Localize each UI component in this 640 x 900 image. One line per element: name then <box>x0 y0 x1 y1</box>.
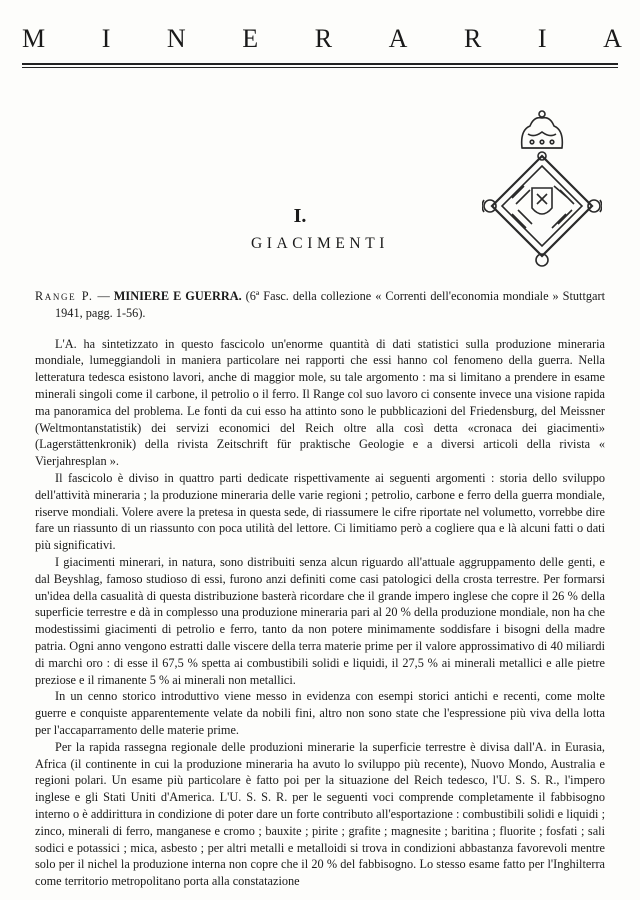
paragraph: I giacimenti minerari, in natura, sono distribuiti senza alcun riguardo all'attuale aggruppamento delle genti, e dal Beyshlag, famoso studioso di essi, furono anzi definiti come casi patologici della crosta terrestre. Per formarsi un'idea della casualità di questa distribuzione basterà ricordare che il grande impero inglese che copre il 26 % della superficie terrestre e dà in complesso una produzione mineraria pari al 20 % della produzione mondiale, non ha che modestissimi giacimenti di petrolio e ferro, tanto da non potere minimamente soddisfare i bisogni della madre patria. Ogni anno vengono estratti dalle viscere della terra materie prime per il valore approssimativo di 40 miliardi di marchi oro : di esse il 67,5 % spetta ai combustibili solidi e liquidi, il 27,5 % ai minerali metallici e alle pietre preziose e il rimanente 5 % ai minerali non metallici. <box>35 554 605 687</box>
header-letter: N <box>166 24 186 53</box>
reference-dash: — <box>93 289 114 303</box>
section-number: I. <box>293 205 307 227</box>
header-rule <box>22 63 618 65</box>
header-letter: M <box>22 24 46 53</box>
reference-author: Range P. <box>35 289 94 303</box>
paragraph: Il fascicolo è diviso in quattro parti dedicate rispettivamente ai seguenti argomenti : storia dello sviluppo dell'attività mineraria ; la produzione mineraria delle varie regioni ; petrolio, carbone e ferro della guerra mondiale, riserve mondiali. Volere avere la pretesa in questa sede, di riassumere le cifre riportate nel volumetto, vorrebbe dire fare un riassunto di un riassunto con poca utilità del lettore. Ci limitiamo però a cogliere qua e là alcuni fatti o dati più significativi. <box>35 470 605 553</box>
header-letter: A <box>603 24 622 53</box>
paragraph: L'A. ha sintetizzato in questo fascicolo un'enorme quantità di dati statistici sulla produzione mineraria mondiale, lumeggiandoli in maniera particolare nei rapporti che essi hanno col fenomeno della guerra. Nella letteratura tedesca esistono lavori, anche di maggior mole, su tale argomento : ma si limitano a prendere in esame minerali singoli come il carbone, il petrolio o il ferro. Il Range col suo lavoro ci consente invece una visione rapida ma panoramica del problema. Le fonti da cui esso ha attinto sono le pubblicazioni del Friedensburg, del Meissner (Weltmontanstatistik) dei servizi economici del Reich oltre alla così detta «cronaca dei giacimenti» (Lagerstättenkronik) della rivista Zeitschrift für praktische Geologie e a diversi articoli della rivista « Vierjahresplan ». <box>35 336 605 469</box>
reference-details: (6ª Fasc. della collezione « Correnti dell'economia mondiale » Stuttgart 1941, pagg. 1-56). <box>55 289 605 320</box>
running-header <box>22 24 622 54</box>
header-letter: I <box>101 24 111 53</box>
header-rule-thin <box>22 67 618 68</box>
header-letter: I <box>537 24 547 53</box>
header-letter: A <box>388 24 408 53</box>
header-letter: E <box>242 24 259 53</box>
header-letter: R <box>314 24 333 53</box>
body-text <box>35 288 605 890</box>
header-letter: R <box>463 24 482 53</box>
reference-title: MINIERE E GUERRA. <box>113 289 242 303</box>
paragraph: In un cenno storico introduttivo viene messo in evidenza con esempi storici antichi e recenti, come molte guerre e conquiste apparentemente velate da nobili fini, altro non sono state che l'espressione più viva della lotta per l'accaparramento delle materie prime. <box>35 689 605 737</box>
paragraph: Per la rapida rassegna regionale delle produzioni minerarie la superficie terrestre è divisa dall'A. in Eurasia, Africa (il continente in cui la produzione mineraria ha avuto lo sviluppo più recente), Nuovo Mondo, Australia e regioni polari. Un esame più particolare è fatto poi per la situazione del Reich tedesco, l'U. S. S. R., l'impero inglese e gli Stati Uniti d'America. L'U. S. S. R. per le seguenti voci comprende completamente il fabbisogno interno o è addirittura in condizione di poter dare un forte contributo all'esportazione : combustibili solidi e liquidi ; zinco, minerali di ferro, manganese e cromo ; bauxite ; pirite ; grafite ; magnesite ; baritina ; fluorite ; fosfati ; sali sodici e potassici ; mica, asbesto ; per altri metalli e metalloidi si trova in condizioni abbastanza favorevoli mentre solo per il nichel la produzione interna non copre che il 20 % del fabbisogno. Lo stesso esame fatto per l'Inghilterra come territorio metropolitano porta alla constatazione <box>35 739 605 889</box>
section-title: GIACIMENTI <box>250 235 390 252</box>
bibliographic-reference <box>35 288 605 322</box>
